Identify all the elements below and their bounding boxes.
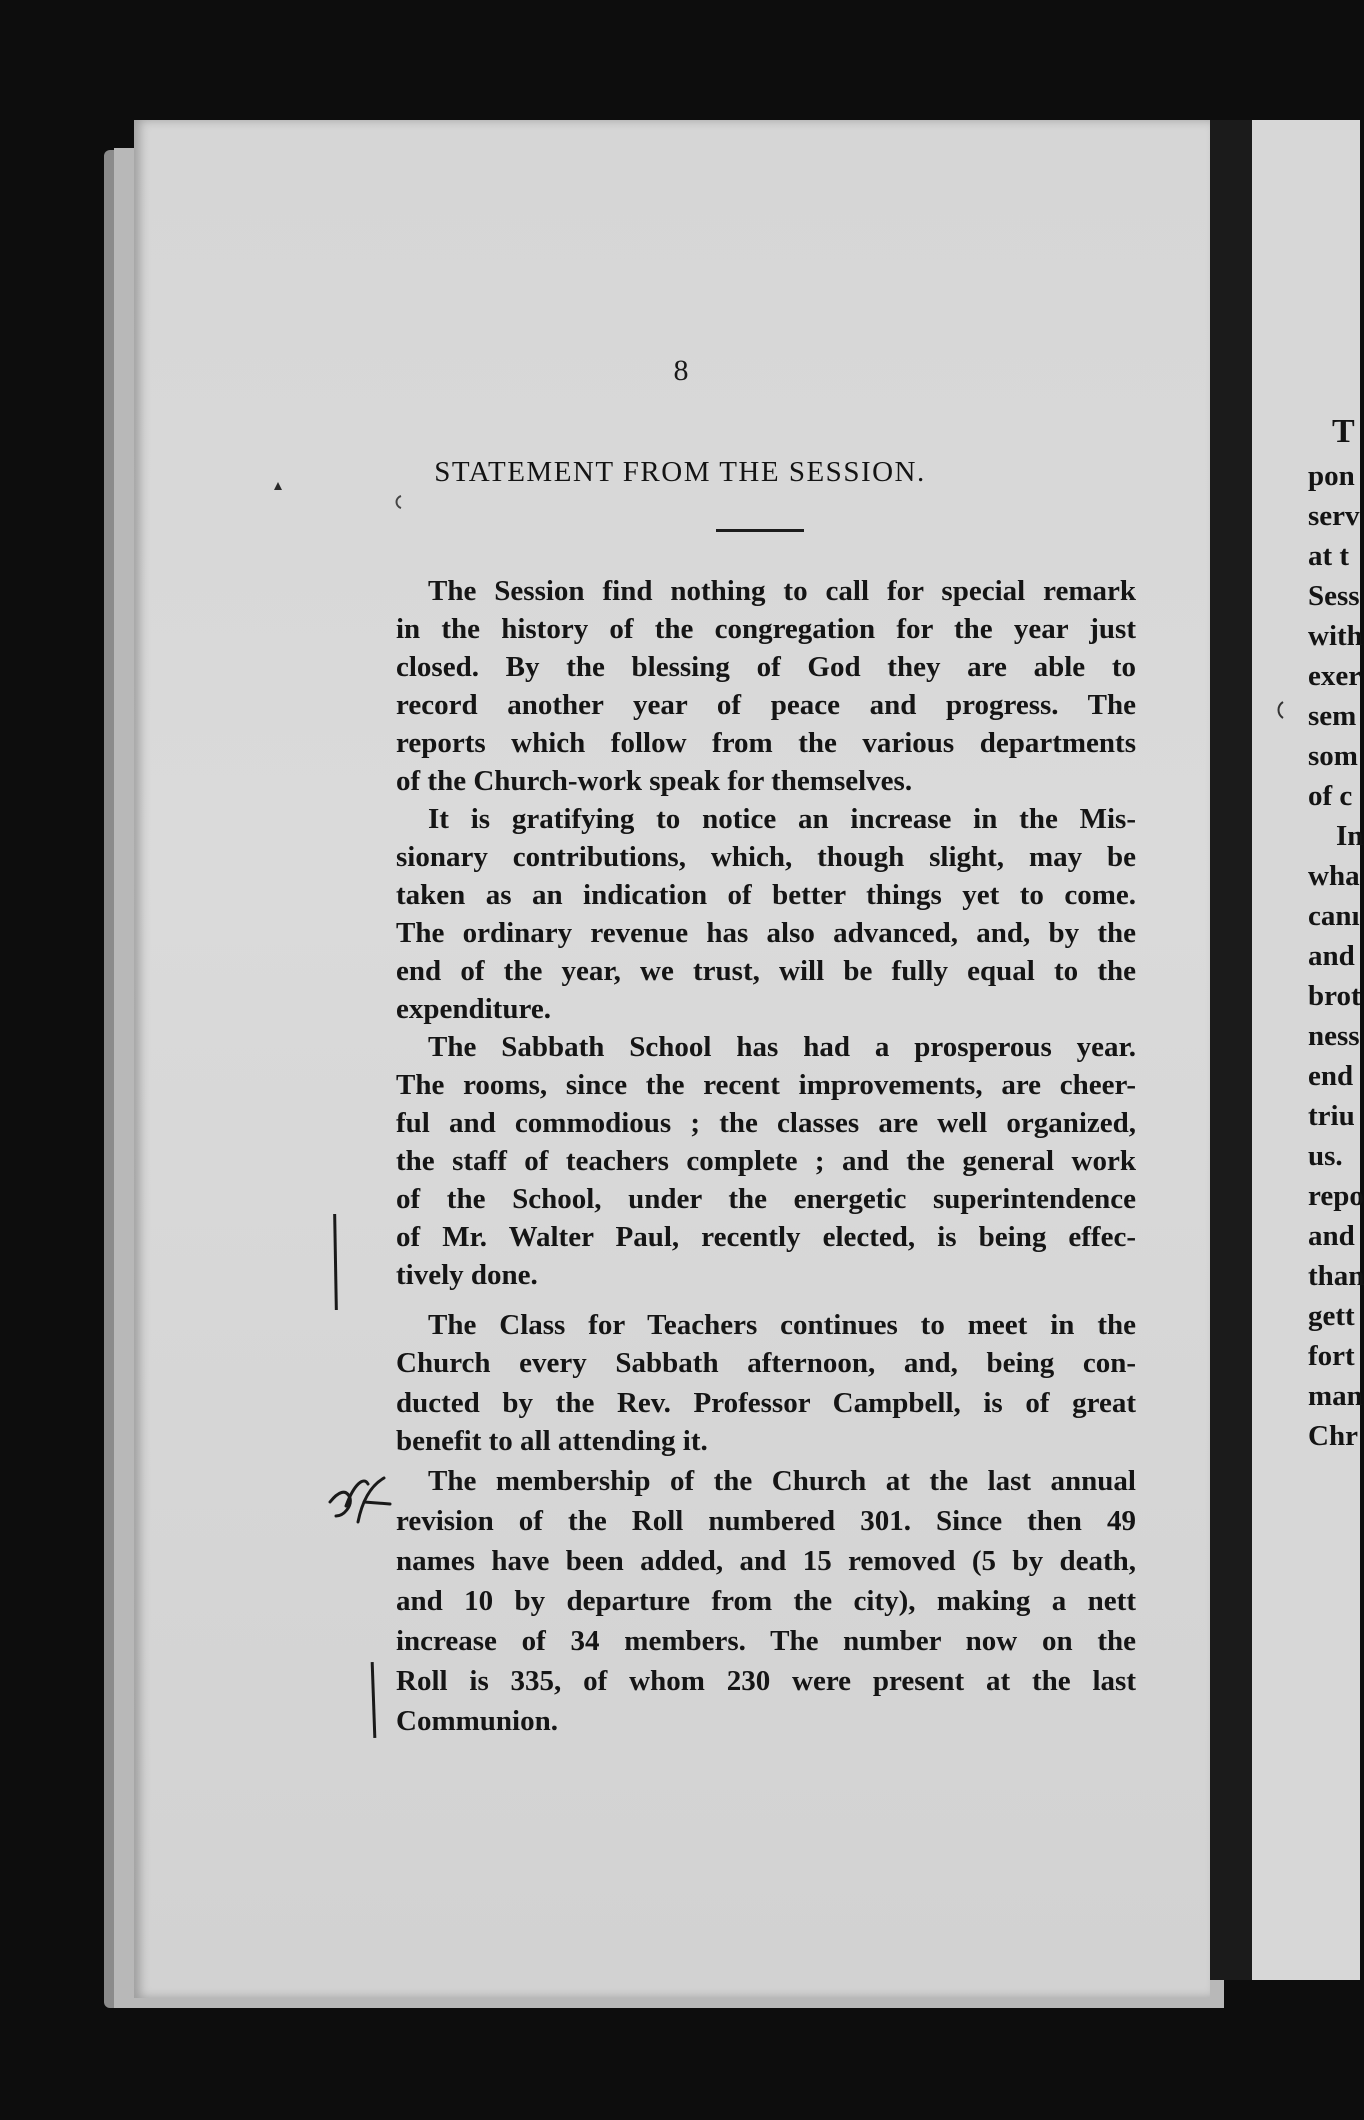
text-line: The membership of the Church at the last annual (428, 1465, 1136, 1497)
text-line: The ordinary revenue has also advanced, and, by the (396, 917, 1136, 949)
facing-line: pon (1308, 460, 1355, 492)
facing-line: of c (1308, 780, 1353, 812)
page-number: 8 (673, 354, 689, 387)
handwritten-annotation (324, 1462, 394, 1532)
text-line: revision of the Roll numbered 301. Since then 49 (396, 1505, 1136, 1537)
facing-line: sem (1308, 700, 1357, 732)
text-line: ducted by the Rev. Professor Campbell, is of great (396, 1387, 1136, 1419)
text-line: The Sabbath School has had a prosperous year. (428, 1031, 1136, 1063)
facing-line: at t (1308, 540, 1350, 572)
facing-line: In (1336, 820, 1364, 852)
text-line: of Mr. Walter Paul, recently elected, is being effec- (396, 1221, 1136, 1253)
text-line: end of the year, we trust, will be fully equal to the (396, 955, 1136, 987)
facing-line: than (1308, 1260, 1364, 1292)
facing-page (1252, 120, 1364, 1980)
text-line: ful and commodious ; the classes are well organized, (396, 1107, 1136, 1139)
text-line: of the Church-work speak for themselves. (396, 765, 913, 797)
text-line: names have been added, and 15 removed (5 by death, (396, 1545, 1136, 1577)
facing-line: repo (1308, 1180, 1364, 1212)
text-line: taken as an indication of better things yet to come. (396, 879, 1136, 911)
facing-line: gett (1308, 1300, 1355, 1332)
facing-line: and (1308, 940, 1355, 972)
text-line: benefit to all attending it. (396, 1425, 708, 1457)
paper-speck (272, 480, 284, 492)
text-line: reports which follow from the various departments (396, 727, 1136, 759)
text-line: of the School, under the energetic superintendence (396, 1183, 1136, 1215)
text-line: and 10 by departure from the city), making a nett (396, 1585, 1136, 1617)
book-gutter (1210, 120, 1252, 1980)
facing-line: ness (1308, 1020, 1360, 1052)
text-line: the staff of teachers complete ; and the general work (396, 1145, 1136, 1177)
text-line: in the history of the congregation for the year just (396, 613, 1136, 645)
text-line: Communion. (396, 1705, 558, 1737)
text-line: expenditure. (396, 993, 551, 1025)
facing-line: wha (1308, 860, 1360, 892)
facing-line: Chr (1308, 1420, 1358, 1452)
text-line: record another year of peace and progress. The (396, 689, 1136, 721)
facing-line: Sess (1308, 580, 1360, 612)
facing-line: us. (1308, 1140, 1343, 1172)
heading-rule (716, 529, 804, 532)
text-line: Roll is 335, of whom 230 were present at the last (396, 1665, 1136, 1697)
facing-line: with (1308, 620, 1363, 652)
text-line: sionary contributions, which, though slight, may be (396, 841, 1136, 873)
facing-line: end (1308, 1060, 1354, 1092)
facing-line: fort (1308, 1340, 1355, 1372)
page-heading: STATEMENT FROM THE SESSION. (434, 456, 926, 488)
facing-line: exer (1308, 660, 1362, 692)
facing-line: brot (1308, 980, 1361, 1012)
facing-line: man (1308, 1380, 1363, 1412)
text-line: Church every Sabbath afternoon, and, being con- (396, 1347, 1136, 1379)
facing-line: triu (1308, 1100, 1355, 1132)
text-line: closed. By the blessing of God they are able to (396, 651, 1136, 683)
text-line: It is gratifying to notice an increase in the Mis- (428, 803, 1136, 835)
facing-line: serv (1308, 500, 1360, 532)
facing-line: canı (1308, 900, 1360, 932)
paper-speck (392, 494, 404, 510)
text-line: tively done. (396, 1259, 538, 1291)
facing-line: som (1308, 740, 1358, 772)
text-line: increase of 34 members. The number now on the (396, 1625, 1136, 1657)
text-line: The rooms, since the recent improvements, are cheer- (396, 1069, 1136, 1101)
facing-line: T (1332, 413, 1355, 450)
facing-line: and (1308, 1220, 1355, 1252)
paper-speck (1274, 700, 1286, 720)
text-line: The Class for Teachers continues to meet in the (428, 1309, 1136, 1341)
text-line: The Session find nothing to call for special remark (428, 575, 1136, 607)
